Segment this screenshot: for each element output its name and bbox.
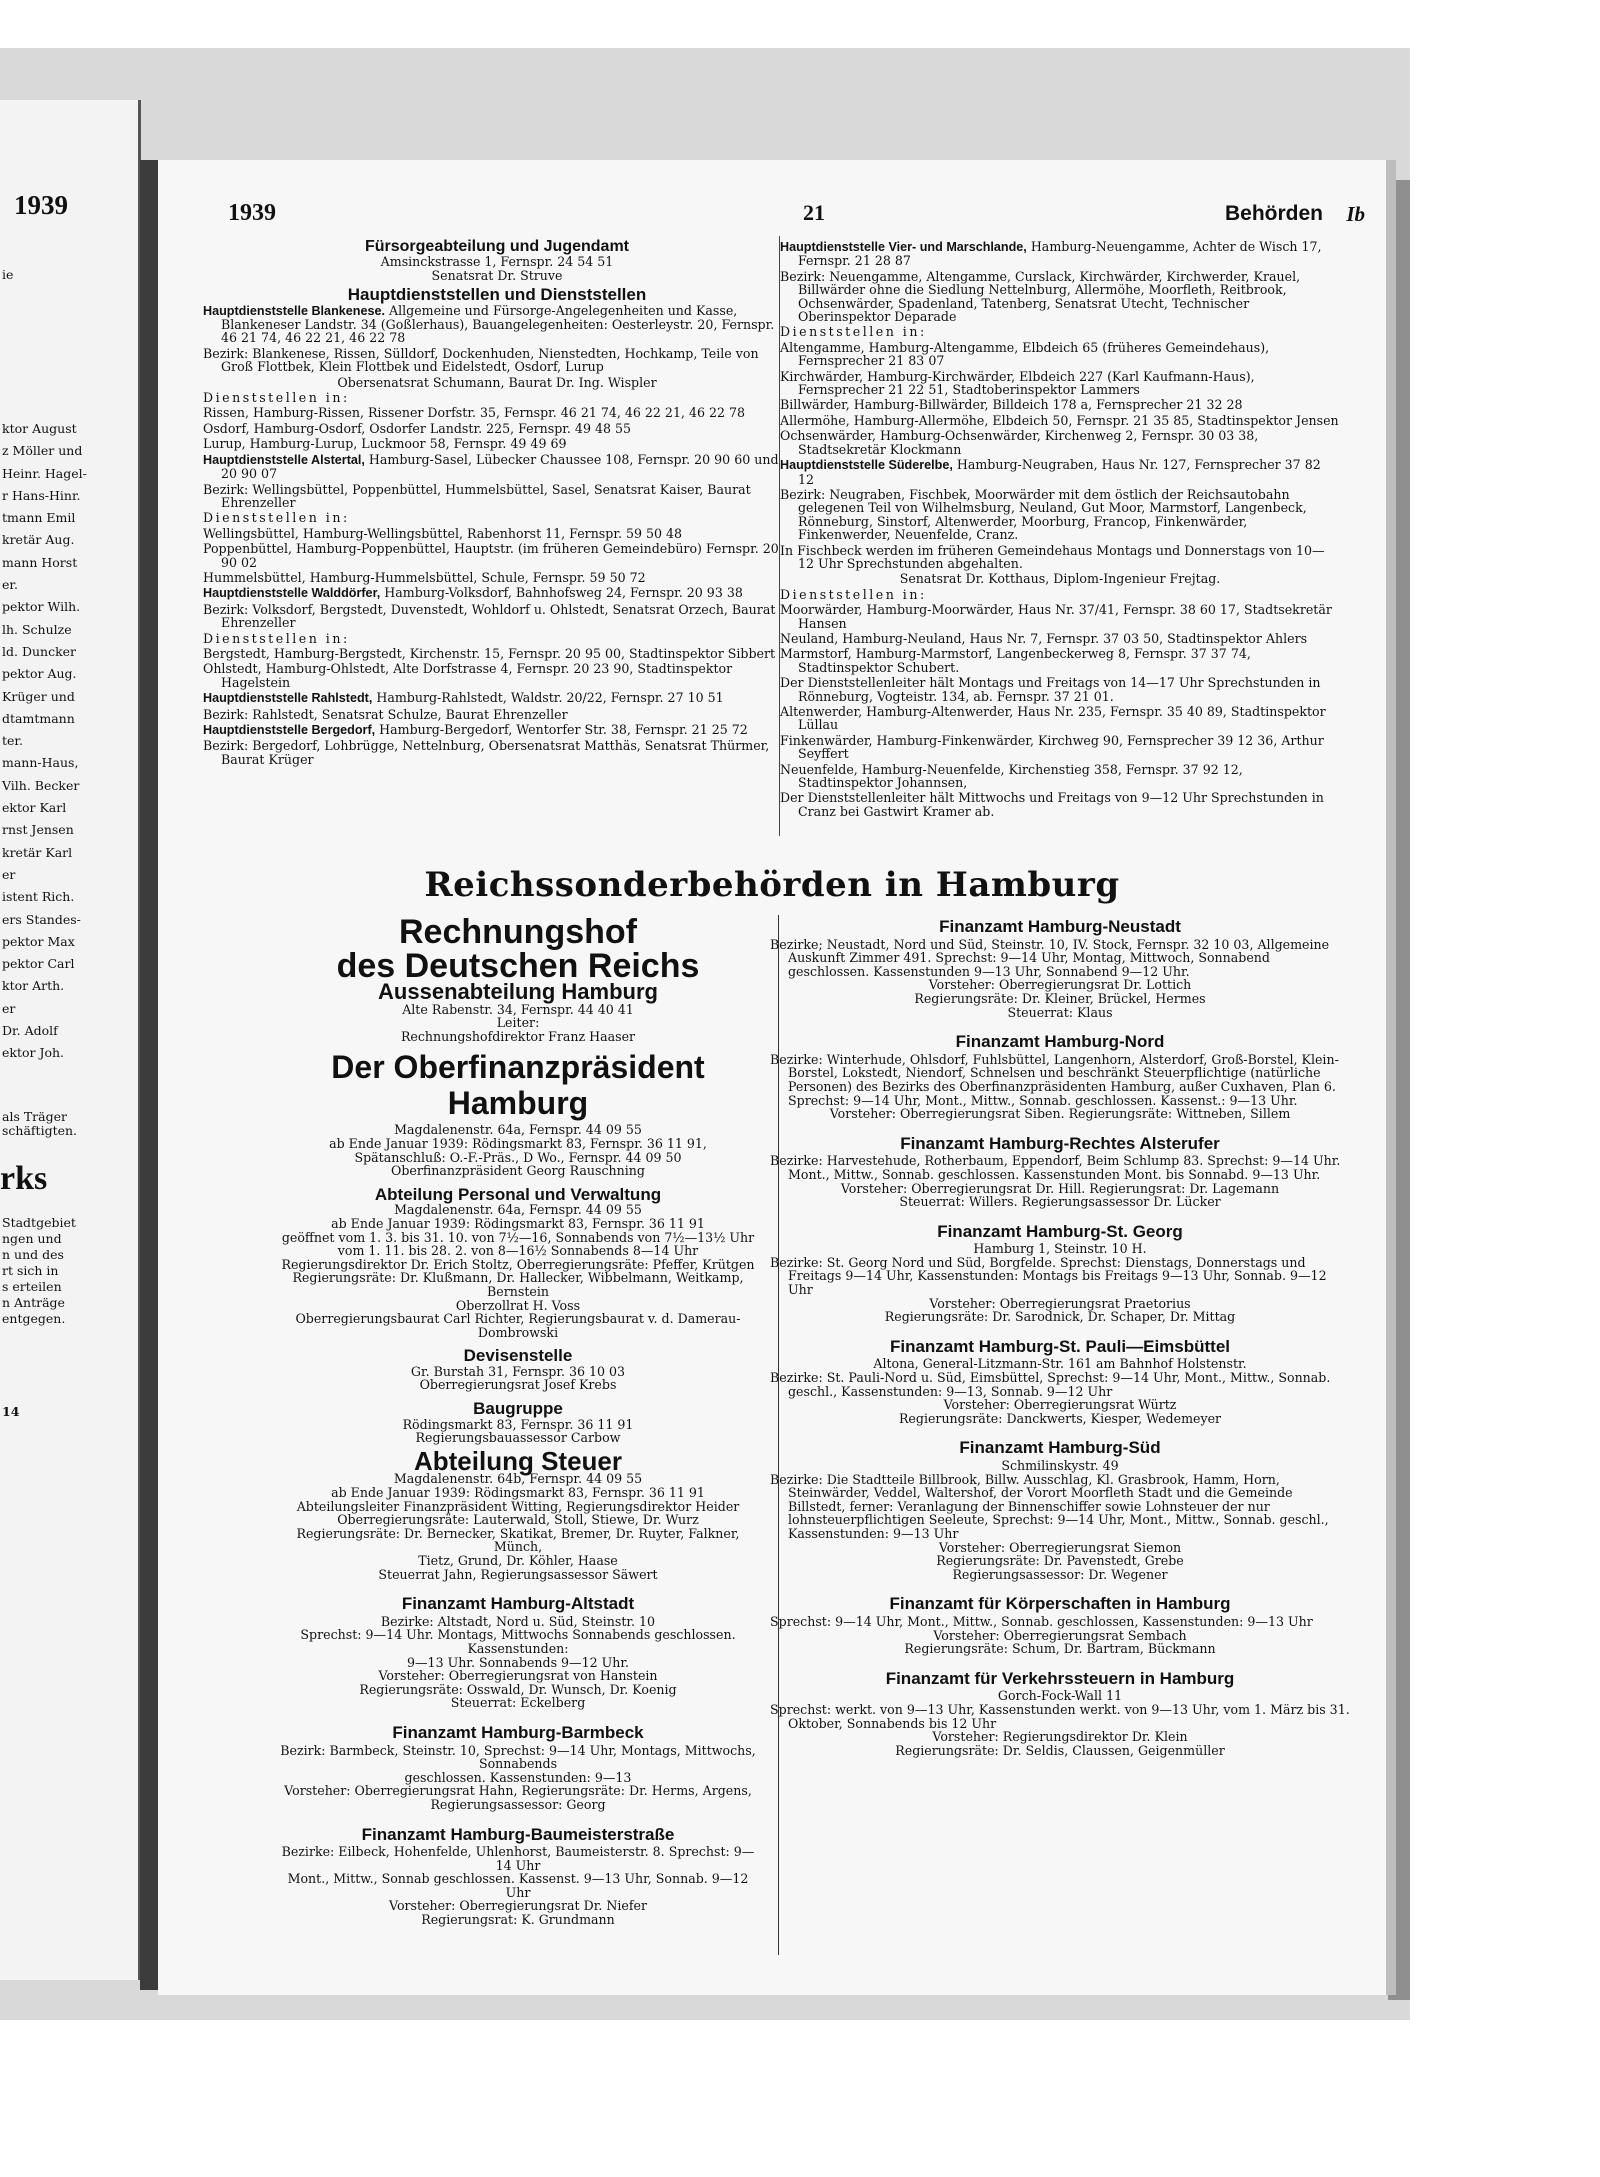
entry (780, 572, 1340, 585)
section-heading: Finanzamt Hamburg-Süd (959, 1438, 1161, 1458)
entry-text: Kirchwärder, Hamburg-Kirchwärder, Elbdeich 227 (Karl Kaufmann-Haus), Fernsprecher 21 22 51, Stadtoberinspektor Lammers (780, 368, 1255, 398)
text-line: Abteilungsleiter Finanzpräsident Witting, Regierungsdirektor Heider (296, 1498, 740, 1514)
left-fragment: kretär Aug. (2, 532, 75, 548)
left-page-fragment (0, 100, 141, 1980)
text-line: Regierungsbauassessor Carbow (415, 1430, 621, 1446)
entry-text: Poppenbüttel, Hamburg-Poppenbüttel, Hauptstr. (im früheren Gemeindebüro) Fernspr. 20 90 02 (203, 541, 779, 570)
heading-line: Amsinckstrasse 1, Fernspr. 24 54 51 (380, 254, 614, 270)
text-line: Bezirke: Harvestehude, Rotherbaum, Eppendorf, Beim Schlump 83. Sprechst: 9—14 Uhr. Mont., Mittw., Sonnab. geschlossen. Kassenstunden Mont. bis Sonnabd. 9—13 Uhr. (770, 1153, 1341, 1182)
entry (203, 527, 791, 540)
text-line: Steuerrat: Klaus (1007, 1004, 1113, 1020)
text-line: Regierungsräte: Danckwerts, Kiesper, Wedemeyer (898, 1410, 1222, 1426)
text-line: Bezirk: Barmbeck, Steinstr. 10, Sprechst: 9—14 Uhr, Montags, Mittwochs, Sonnabends (280, 1742, 756, 1772)
entry-text: Rissen, Hamburg-Rissen, Rissener Dorfstr. 35, Fernspr. 46 21 74, 46 22 21, 46 22 78 (203, 405, 746, 421)
entry (780, 370, 1340, 397)
text-line: Bezirke: Altstadt, Nord u. Süd, Steinstr. 10 (380, 1613, 656, 1629)
text-line: Sprechst: 9—14 Uhr, Mont., Mittw., Sonnab. geschlossen, Kassenstunden: 9—13 Uhr (770, 1613, 1313, 1629)
left-fragment: r Hans-Hinr. (2, 487, 81, 503)
entry (780, 429, 1340, 456)
text-line: Bezirke: Eilbeck, Hohenfelde, Uhlenhorst, Baumeisterstr. 8. Sprechst: 9—14 Uhr (281, 1844, 755, 1873)
entry-list (780, 240, 1340, 818)
left-fragment: n Anträge (2, 1295, 65, 1310)
left-fragment: n und des (2, 1247, 64, 1262)
entry (203, 437, 791, 450)
text-line: Sprechst: 9—14 Uhr. Montags, Mittwochs Sonnabends geschlossen. Kassenstunden: (300, 1627, 736, 1656)
text-line: Bezirke: Die Stadtteile Billbrook, Billw. Ausschlag, Kl. Grasbrook, Hamm, Horn, Steinwärder, Veddel, Waltershof, der Vorort Moorfleth Stadt und die Gemeinde Billstedt, ferner: Veranlagung der Binnenschiffer sowie Lohnsteuer der nur lohnsteuerpflichtigen Seeleute, Sprechst: 9—14 Uhr, Mont., Mittw., Sonnab. geschl., Kassenstunden: 9—13 Uhr (770, 1471, 1329, 1541)
entry-text: Bezirk: Neuengamme, Altengamme, Curslack, Kirchwärder, Kirchwerder, Krauel, Billwärder ohne die Siedlung Nettelnburg, Allermöhe, Moorfleth, Reitbrook, Ochsenwärder, Spadenland, Tatenberg, Senatsrat Utecht, Technischer Oberinspektor Deparade (780, 268, 1301, 325)
entry-lead: Hauptdienststelle Blankenese. (203, 303, 385, 318)
text-line: Vorsteher: Oberregierungsrat Siemon (938, 1539, 1182, 1555)
entry (203, 483, 791, 510)
section-heading: Finanzamt Hamburg-Altstadt (401, 1594, 635, 1614)
section-heading: Finanzamt Hamburg-Baumeisterstraße (361, 1824, 675, 1844)
text-line: Sprechst: werkt. von 9—13 Uhr, Kassenstunden werkt. von 9—13 Uhr, vom 1. März bis 31. Oktober, Sonnabends bis 12 Uhr (770, 1701, 1350, 1731)
text-line: Regierungsräte: Dr. Bernecker, Skatikat, Bremer, Dr. Ruyter, Falkner, Münch, (296, 1525, 740, 1555)
text-line: Spätanschluß: O.-F.-Präs., D Wo., Fernspr. 44 09 50 (354, 1149, 682, 1165)
text-line: Vorsteher: Oberregierungsrat Dr. Hill. Regierungsrat: Dr. Lagemann (840, 1180, 1280, 1196)
entry-lead: Hauptdienststelle Vier- und Marschlande, (780, 240, 1027, 254)
agency-title: des Deutschen Reichs (336, 947, 700, 985)
left-fragment: ers Standes- (2, 911, 81, 927)
entry (780, 458, 1340, 486)
left-fragment: ktor August (2, 421, 77, 436)
entry-text: Hamburg-Rahlstedt, Waldstr. 20/22, Fernspr. 27 10 51 (376, 690, 724, 706)
entry (780, 791, 1340, 818)
text-line: Regierungsräte: Dr. Sarodnick, Dr. Schaper, Dr. Mittag (884, 1309, 1236, 1325)
left-fragment: rt sich in (2, 1263, 59, 1278)
entry-lead: Hauptdienststelle Rahlstedt, (203, 691, 373, 706)
section-heading: Finanzamt Hamburg-St. Georg (937, 1221, 1183, 1241)
entry-text: Allermöhe, Hamburg-Allermöhe, Elbdeich 50, Fernspr. 21 35 85, Stadtinspektor Jensen (780, 412, 1339, 428)
left-fragment: Vilh. Becker (2, 777, 80, 793)
entry (203, 422, 791, 435)
entry (780, 676, 1340, 703)
text-line: Regierungsräte: Schum, Dr. Bartram, Bückmann (904, 1641, 1216, 1657)
text-line: vom 1. 11. bis 28. 2. von 8—16½ Sonnabends 8—14 Uhr (337, 1243, 699, 1259)
text-line: Regierungsräte: Osswald, Dr. Wunsch, Dr. Koenig (359, 1681, 677, 1697)
left-fragment: lh. Schulze (2, 621, 72, 637)
entry (780, 544, 1340, 571)
text-line: Vorsteher: Oberregierungsrat Praetorius (929, 1295, 1191, 1311)
agency-title: Hamburg (447, 1085, 589, 1122)
entry-text: Der Dienststellenleiter hält Mittwochs und Freitags von 9—12 Uhr Sprechstunden in Cranz bei Gastwirt Kramer ab. (780, 790, 1324, 819)
left-fragment: ektor Karl (2, 800, 67, 816)
left-fragment: kretär Karl (2, 844, 73, 860)
agency-subtitle: Aussenabteilung Hamburg (378, 979, 658, 1004)
left-fragment: dtamtmann (2, 710, 75, 726)
entry (780, 325, 1340, 338)
entry (203, 347, 791, 374)
text-lines (770, 1357, 1350, 1425)
entry-text: Lurup, Hamburg-Lurup, Luckmoor 58, Fernspr. 49 49 69 (203, 436, 567, 452)
left-fragment-group (2, 1215, 76, 1327)
right-column (780, 240, 1340, 820)
text-line: Magdalenenstr. 64a, Fernspr. 44 09 55 (394, 1122, 642, 1138)
text-lines (770, 938, 1350, 1020)
entry-lead: Hauptdienststelle Süderelbe, (780, 458, 953, 473)
entry-text: Bezirk: Wellingsbüttel, Poppenbüttel, Hummelsbüttel, Sasel, Senatsrat Kaiser, Baurat Ehrenzeller (203, 481, 751, 510)
text-line: geöffnet vom 1. 3. bis 31. 10. von 7½—16, Sonnabends von 7½—13½ Uhr (281, 1229, 755, 1245)
section-heading: Finanzamt Hamburg-Barmbeck (392, 1722, 644, 1742)
section-heading: Finanzamt Hamburg-Rechtes Alsterufer (900, 1133, 1220, 1153)
text-lines (278, 1418, 758, 1445)
text-line: Rechnungshofdirektor Franz Haaser (400, 1028, 636, 1044)
entry (203, 647, 791, 660)
text-line: Vorsteher: Oberregierungsrat Würtz (943, 1397, 1177, 1413)
left-fragment: pektor Max (2, 933, 75, 949)
text-lines (770, 1053, 1350, 1121)
heading-line: Senatsrat Dr. Struve (431, 267, 563, 283)
left-fragment: ie (2, 267, 14, 282)
left-fragment: pektor Wilh. (2, 599, 81, 615)
text-line: Gorch-Fock-Wall 11 (997, 1688, 1123, 1704)
left-fragment: z Möller und (2, 443, 83, 459)
text-lines (278, 1472, 758, 1581)
entry-lead: Hauptdienststelle Walddörfer, (203, 586, 381, 601)
page-header (228, 200, 1396, 234)
text-lines (278, 1365, 758, 1392)
entry (780, 414, 1340, 427)
entry-text: Der Dienststellenleiter hält Montags und Freitags von 14—17 Uhr Sprechstunden in Rönneburg, Vogteistr. 134, ab. Fernspr. 37 21 01. (780, 675, 1321, 704)
entry-text: Moorwärder, Hamburg-Moorwärder, Haus Nr. 37/41, Fernspr. 38 60 17, Stadtsekretär Hansen (780, 602, 1332, 631)
entry-text: Bezirk: Blankenese, Rissen, Sülldorf, Dockenhuden, Nienstedten, Hochkamp, Teile von Groß Flottbek, Klein Flottbek und Eidelstedt, Osdorf, Lurup (203, 345, 759, 375)
left-fragment: tmann Emil (2, 510, 76, 526)
text-line: Vorsteher: Regierungsdirektor Dr. Klein (932, 1729, 1188, 1745)
entry (203, 723, 791, 737)
book-gutter (140, 160, 158, 1990)
header-year: 1939 (228, 200, 276, 226)
entry (780, 341, 1340, 368)
text-line: Regierungsrat: K. Grundmann (421, 1912, 615, 1928)
text-line: ab Ende Januar 1939: Rödingsmarkt 83, Fernspr. 36 11 91, (329, 1135, 707, 1151)
text-line: Rödingsmarkt 83, Fernspr. 36 11 91 (402, 1416, 634, 1432)
text-line: Tietz, Grund, Dr. Köhler, Haase (418, 1553, 618, 1568)
entry-text: Neuenfelde, Hamburg-Neuenfelde, Kirchenstieg 358, Fernspr. 37 92 12, Stadtinspektor Johannsen, (780, 761, 1243, 791)
left-fragment-group (2, 418, 87, 1065)
entry-text: Bezirk: Rahlstedt, Senatsrat Schulze, Baurat Ehrenzeller (203, 706, 568, 722)
entry-text: Hamburg-Bergedorf, Wentorfer Str. 38, Fernspr. 21 25 72 (379, 722, 748, 737)
text-line: Steuerrat Jahn, Regierungsassessor Säwert (378, 1566, 658, 1582)
text-line: Oberregierungsbaurat Carl Richter, Regierungsbaurat v. d. Damerau-Dombrowski (295, 1311, 741, 1340)
entry (203, 542, 791, 569)
left-fragment: Heinr. Hagel- (2, 465, 87, 481)
text-line: Vorsteher: Oberregierungsrat Hahn, Regierungsräte: Dr. Herms, Argens, (284, 1783, 752, 1799)
entry (203, 571, 791, 584)
text-lines (278, 1203, 758, 1339)
section-heading: Finanzamt Hamburg-Nord (955, 1032, 1165, 1052)
text-line: Vorsteher: Oberregierungsrat Sembach (933, 1627, 1187, 1643)
text-lines (770, 1459, 1350, 1581)
left-fragment: Dr. Adolf (2, 1023, 58, 1039)
left-fragment: mann Horst (2, 554, 78, 570)
left-fragment-group (2, 268, 13, 282)
entry (780, 588, 1340, 601)
header-code: Ib (1346, 202, 1365, 226)
entry (780, 734, 1340, 761)
left-fragment: ktor Arth. (2, 978, 65, 994)
text-line: Vorsteher: Oberregierungsrat Dr. Lottich (928, 977, 1192, 993)
entry (203, 586, 791, 600)
entry (780, 270, 1340, 324)
text-line: ab Ende Januar 1939: Rödingsmarkt 83, Fernspr. 36 11 91 (331, 1215, 705, 1231)
text-line: Magdalenenstr. 64b, Fernspr. 44 09 55 (393, 1471, 643, 1487)
entry-text: Dienststellen in: (203, 390, 350, 406)
text-line: geschlossen. Kassenstunden: 9—13 (404, 1769, 632, 1785)
left-fragment-group (2, 1110, 77, 1138)
entry-text: Ohlstedt, Hamburg-Ohlstedt, Alte Dorfstrasse 4, Fernspr. 20 23 90, Stadtinspektor Hagelstein (203, 661, 733, 690)
text-line: ab Ende Januar 1939: Rödingsmarkt 83, Fernspr. 36 11 91 (331, 1485, 705, 1501)
text-line: Bezirke: St. Pauli-Nord u. Süd, Eimsbüttel, Sprechst: 9—14 Uhr, Mont., Mittw., Sonnab. geschl., Kassenstunden: 9—13, Sonnab. 9—12 Uhr (770, 1370, 1331, 1399)
left-fragment: Krüger und (2, 688, 75, 704)
left-fragment: schäftigten. (2, 1123, 78, 1138)
entry-text: Hamburg-Sasel, Lübecker Chaussee 108, Fernspr. 20 90 60 und 20 90 07 (221, 451, 779, 482)
section-heading: Abteilung Steuer (413, 1445, 622, 1476)
text-lines (278, 1123, 758, 1177)
entry (780, 398, 1340, 411)
text-line: Vorsteher: Oberregierungsrat Dr. Niefer (389, 1898, 647, 1914)
entry-text: Dienststellen in: (203, 630, 350, 646)
text-line: Oberregierungsräte: Lauterwald, Stoll, Stiewe, Dr. Wurz (337, 1512, 699, 1528)
text-line: Bezirke: Winterhude, Ohlsdorf, Fuhlsbüttel, Langenhorn, Alsterdorf, Groß-Borstel, Klein-Borstel, Lokstedt, Niendorf, Schnelsen und beschränkt Steuerpflichtige (natürliche Personen) des Bezirks des Oberfinanzpräsidenten Hamburg, außer Cuxhaven, Plan 6. Sprechst: 9—14 Uhr, Mont., Mittw., Sonnab. geschlossen. Kassenst.: 9—13 Uhr. (770, 1051, 1339, 1108)
left-fragment: ngen und (2, 1231, 62, 1246)
section-heading: Finanzamt für Verkehrssteuern in Hamburg (885, 1668, 1235, 1688)
entry-text: Bezirk: Neugraben, Fischbek, Moorwärder mit dem östlich der Reichsautobahn gelegenen Teil von Wilhelmsburg, Neuland, Gut Moor, Marmstorf, Langenbeck, Rönneburg, Sinstorf, Altenwerder, Moorburg, Francop, Finkenwärder, Finkenwerder, Neuenfelde, Cranz. (780, 486, 1307, 543)
entry (203, 304, 791, 345)
entry-lead: Hauptdienststelle Alstertal, (203, 452, 365, 467)
text-line: Leiter: (496, 1015, 540, 1031)
text-line: Alte Rabenstr. 34, Fernspr. 44 40 41 (402, 1001, 634, 1017)
right-page (158, 160, 1396, 1995)
text-lines (278, 1845, 758, 1927)
entry-text: Hamburg-Neuengamme, Achter de Wisch 17, Fernspr. 21 28 87 (798, 239, 1322, 269)
text-lines (278, 1615, 758, 1710)
left-fragment: entgegen. (2, 1311, 66, 1326)
section-heading: Baugruppe (473, 1399, 563, 1419)
entry-text: Wellingsbüttel, Hamburg-Wellingsbüttel, Rabenhorst 11, Fernspr. 59 50 48 (203, 525, 683, 541)
entry-text: Ochsenwärder, Hamburg-Ochsenwärder, Kirchenweg 2, Fernspr. 30 03 38, Stadtsekretär Klockmann (780, 428, 1259, 457)
entry-text: Hamburg-Volksdorf, Bahnhofsweg 24, Fernspr. 20 93 38 (384, 585, 743, 601)
entry (780, 488, 1340, 542)
section-heading: Fürsorgeabteilung und Jugendamt (364, 238, 629, 255)
entry-text: Finkenwärder, Hamburg-Finkenwärder, Kirchweg 90, Fernsprecher 39 12 36, Arthur Seyffert (780, 732, 1324, 762)
entry-text: Marmstorf, Hamburg-Marmstorf, Langenbeckerweg 8, Fernspr. 37 37 74, Stadtinspektor Schubert. (780, 646, 1251, 675)
entry (203, 662, 791, 689)
left-big-word: rks (0, 1160, 48, 1197)
section-heading: Finanzamt Hamburg-Neustadt (939, 917, 1181, 936)
text-lines (278, 1744, 758, 1812)
entry-text: Hummelsbüttel, Hamburg-Hummelsbüttel, Schule, Fernspr. 59 50 72 (203, 569, 646, 585)
left-fragment: er (2, 1000, 16, 1016)
text-line: Regierungsräte: Dr. Klußmann, Dr. Hallecker, Wibbelmann, Weitkamp, Bernstein (292, 1270, 744, 1299)
left-fragment: pektor Aug. (2, 666, 77, 682)
entry-text: Altengamme, Hamburg-Altengamme, Elbdeich 65 (früheres Gemeindehaus), Fernsprecher 21 83 07 (780, 339, 1270, 369)
left-fragment: ld. Duncker (2, 643, 77, 659)
entry (780, 240, 1340, 268)
entry-text: Allgemeine und Fürsorge-Angelegenheiten und Kasse, Blankeneser Landstr. 34 (Goßlerhaus), Bauangelegenheiten: Oesterleystr. 20, Fernspr. 46 21 74, 46 22 21, 46 22 78 (221, 302, 775, 346)
left-page-number: 14 (2, 1404, 20, 1419)
entry-text: Senatsrat Dr. Kotthaus, Diplom-Ingenieur Frejtag. (899, 571, 1221, 587)
entry (203, 603, 791, 630)
section-heading: Devisenstelle (463, 1346, 573, 1366)
text-line: Oberzollrat H. Voss (455, 1297, 581, 1313)
text-line: Regierungsräte: Dr. Pavenstedt, Grebe (936, 1553, 1184, 1569)
entry (203, 391, 791, 404)
agency-title: Rechnungshof (399, 913, 637, 951)
text-line: Regierungsassessor: Dr. Wegener (952, 1566, 1168, 1582)
entry (203, 632, 791, 645)
entry-text: Bezirk: Volksdorf, Bergstedt, Duvenstedt, Wohldorf u. Ohlstedt, Senatsrat Orzech, Baurat Ehrenzeller (203, 601, 776, 631)
text-line: Bezirke: St. Georg Nord und Süd, Borgfelde. Sprechst: Dienstags, Donnerstags und Freitags 9—14 Uhr, Kassenstunden: Montags bis Freitags 9—13 Uhr, Sonnab. 9—12 Uhr (770, 1254, 1327, 1298)
text-line: Altona, General-Litzmann-Str. 161 am Bahnhof Holstenstr. (873, 1356, 1247, 1372)
text-line: Magdalenenstr. 64a, Fernspr. 44 09 55 (394, 1202, 642, 1218)
left-fragment: als Träger (2, 1109, 67, 1124)
text-line: Vorsteher: Oberregierungsrat Siben. Regierungsräte: Wittneben, Sillem (829, 1106, 1291, 1122)
text-line: Bezirke; Neustadt, Nord und Süd, Steinstr. 10, IV. Stock, Fernspr. 32 10 03, Allgemeine Auskunft Zimmer 491. Sprechst: 9—14 Uhr, Montag, Mittwoch, Sonnabend geschlossen. Kassenstunden 9—13 Uhr, Sonnabend 9—12 Uhr. (770, 936, 1330, 979)
entry-text: Bezirk: Bergedorf, Lohbrügge, Nettelnburg, Obersenatsrat Matthäs, Senatsrat Thürmer, Baurat Krüger (203, 738, 770, 767)
entry (780, 603, 1340, 630)
entry (203, 376, 791, 389)
text-lines (770, 1154, 1350, 1208)
left-fragment: istent Rich. (2, 889, 75, 905)
header-page-number: 21 (803, 200, 825, 225)
entry-text: Billwärder, Hamburg-Billwärder, Billdeich 178 a, Fernsprecher 21 32 28 (780, 397, 1243, 413)
main-title: Reichssonderbehörden in Hamburg (424, 865, 1120, 905)
section-heading: Hauptdienststellen und Dienststellen (347, 285, 647, 305)
entry-text: Dienststellen in: (780, 324, 927, 340)
text-line: Vorsteher: Oberregierungsrat von Hanstein (378, 1668, 658, 1684)
entry (203, 453, 791, 481)
text-line: Steuerrat: Eckelberg (450, 1695, 586, 1711)
agency-title: Der Oberfinanzpräsident (331, 1049, 705, 1086)
section-heading: Abteilung Personal und Verwaltung (374, 1184, 662, 1204)
text-lines (770, 1689, 1350, 1757)
section-heading: Finanzamt für Körperschaften in Hamburg (889, 1594, 1231, 1614)
lower-left-column (278, 915, 758, 1927)
left-fragment: er (2, 866, 16, 882)
entry (780, 632, 1340, 645)
text-line: Mont., Mittw., Sonnab geschlossen. Kassenst. 9—13 Uhr, Sonnab. 9—12 Uhr (287, 1871, 749, 1900)
entry-lead: Hauptdienststelle Bergedorf, (203, 723, 376, 737)
entry (203, 406, 791, 419)
entry-text: Dienststellen in: (203, 510, 350, 526)
entry (780, 705, 1340, 732)
entry (780, 763, 1340, 790)
entry-list (203, 304, 791, 767)
text-line: Regierungsräte: Dr. Kleiner, Brückel, Hermes (914, 990, 1206, 1006)
text-line: Oberfinanzpräsident Georg Rauschning (391, 1163, 645, 1179)
left-fragment: ektor Joh. (2, 1045, 65, 1061)
left-fragment: er. (2, 577, 18, 593)
left-fragment: pektor Carl (2, 956, 75, 972)
lower-right-column (770, 917, 1350, 1758)
entry (203, 691, 791, 705)
header-section: Behörden (1224, 202, 1323, 225)
left-fragment: Stadtgebiet (2, 1215, 76, 1230)
text-lines (770, 1242, 1350, 1324)
entry-text: Obersenatsrat Schumann, Baurat Dr. Ing. Wispler (337, 374, 657, 390)
section-heading: Finanzamt Hamburg-St. Pauli—Eimsbüttel (889, 1336, 1231, 1356)
text-lines (278, 1003, 758, 1044)
entry-text: Bergstedt, Hamburg-Bergstedt, Kirchenstr. 15, Fernspr. 20 95 00, Stadtinspektor Sibbert (203, 645, 776, 661)
entry-text: Altenwerder, Hamburg-Altenwerder, Haus Nr. 235, Fernspr. 35 40 89, Stadtinspektor Lüllau (780, 704, 1326, 733)
text-line: Oberregierungsrat Josef Krebs (419, 1377, 617, 1393)
text-line: Steuerrat: Willers. Regierungsassessor Dr. Lücker (899, 1194, 1221, 1210)
left-fragment: mann-Haus, (2, 755, 79, 771)
entry-text: In Fischbeck werden im früheren Gemeindehaus Montags und Donnerstags von 10—12 Uhr Sprechstunden abgehalten. (780, 542, 1325, 571)
left-column (203, 240, 791, 768)
text-line: Hamburg 1, Steinstr. 10 H. (973, 1241, 1147, 1257)
entry-text: Osdorf, Hamburg-Osdorf, Osdorfer Landstr. 225, Fernspr. 49 48 55 (203, 420, 632, 436)
entry (203, 708, 791, 721)
left-fragment: ter. (2, 733, 23, 749)
text-lines (770, 1615, 1350, 1656)
text-line: Regierungsdirektor Dr. Erich Stoltz, Oberregierungsräte: Pfeffer, Krütgen (281, 1256, 755, 1272)
text-line: Gr. Burstah 31, Fernspr. 36 10 03 (410, 1363, 626, 1379)
entry (780, 647, 1340, 674)
left-fragment: rnst Jensen (2, 822, 74, 838)
left-page-year: 1939 (14, 190, 68, 220)
entry (203, 739, 791, 766)
entry-text: Dienststellen in: (780, 586, 927, 602)
left-fragment: s erteilen (2, 1279, 62, 1294)
entry-text: Hamburg-Neugraben, Haus Nr. 127, Fernsprecher 37 82 12 (798, 457, 1321, 487)
text-line: 9—13 Uhr. Sonnabends 9—12 Uhr. (406, 1654, 630, 1670)
text-line: Regierungsassessor: Georg (430, 1796, 606, 1812)
text-line: Schmilinskystr. 49 (1001, 1458, 1119, 1473)
entry (203, 511, 791, 524)
entry-text: Neuland, Hamburg-Neuland, Haus Nr. 7, Fernspr. 37 03 50, Stadtinspektor Ahlers (780, 630, 1308, 646)
text-line: Regierungsräte: Dr. Seldis, Claussen, Geigenmüller (895, 1742, 1225, 1758)
